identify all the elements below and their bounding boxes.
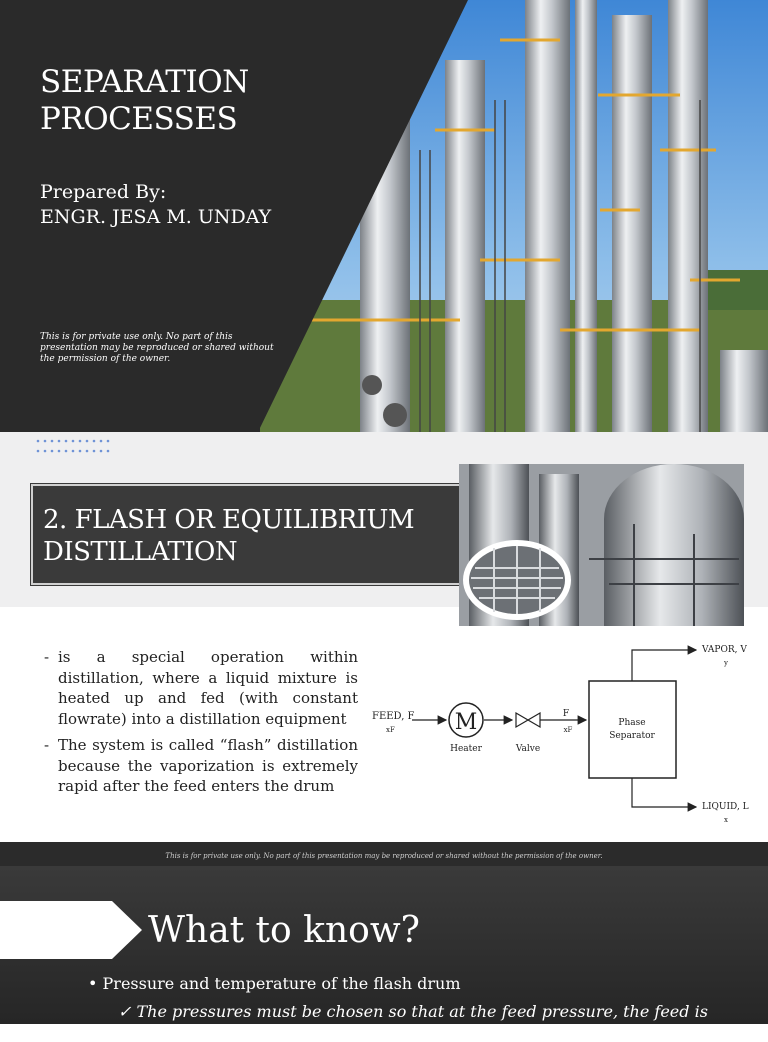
slide-footer-note: This is for private use only. No part of this presentation may be reproduced or shared without the permission of the owner. (0, 842, 768, 866)
sub-bullet-item (118, 1002, 718, 1042)
phase-separator (589, 681, 676, 778)
slide-title: What to know? (148, 910, 420, 951)
flash-distillation-slide (0, 432, 768, 842)
what-to-know-slide (0, 866, 768, 1041)
title-line-1: SEPARATION (40, 64, 249, 100)
disclaimer-note: This is for private use only. No part of this presentation may be reproduced or shared without the permission of the owner. (40, 332, 274, 364)
check-icon: ✓ (118, 1002, 132, 1021)
vapor-label: VAPOR, V (702, 645, 747, 655)
section-title-line-2: DISTILLATION (43, 537, 238, 567)
feed-composition: xF (386, 726, 395, 734)
valve-symbol (516, 713, 540, 727)
heater-mark: M (454, 710, 478, 735)
presentation-title (40, 64, 249, 138)
bullet-text: Pressure and temperature of the flash drum (102, 974, 461, 993)
bullet-marker: - (44, 736, 50, 754)
title-slide (0, 0, 768, 432)
bullet-text: The system is called “flash” distillation because the vaporization is extremely rapid after the feed enters the drum (58, 736, 358, 795)
stream-label: F (562, 709, 570, 719)
feed-label: FEED, F (372, 711, 415, 722)
bullet-item (88, 974, 461, 993)
valve-label: Valve (515, 744, 541, 754)
separator-label-1: Phase (618, 718, 646, 728)
equipment-photo (459, 464, 744, 626)
liquid-composition: x (724, 816, 728, 824)
heater-label: Heater (450, 744, 482, 754)
separator-label-2: Separator (609, 731, 655, 741)
bullet-item (44, 647, 358, 729)
vapor-composition: y (724, 659, 728, 667)
section-title-box (31, 484, 462, 585)
bullet-marker: • (88, 974, 98, 993)
section-title-line-1: 2. FLASH OR EQUILIBRIUM (43, 505, 415, 535)
author-name: ENGR. JESA M. UNDAY (40, 206, 272, 228)
bullet-item (44, 735, 358, 797)
stream-composition: xF (563, 726, 573, 734)
flash-drum-process-diagram (360, 637, 760, 837)
prepared-by-label: Prepared By: (40, 181, 167, 203)
definition-list (44, 647, 358, 803)
title-line-2: PROCESSES (40, 101, 238, 137)
bullet-marker: - (44, 648, 50, 666)
liquid-label: LIQUID, L (702, 802, 749, 812)
chevron-banner-decoration (0, 901, 145, 959)
dot-pattern-decoration (36, 438, 116, 458)
section-title (43, 504, 414, 568)
sub-bullet-text: The pressures must be chosen so that at the feed pressure, the feed is below its (118, 1002, 708, 1041)
bullet-text: is a special operation within distillation, where a liquid mixture is heated up and fed (with constant flowrate) into a distillation equipment (58, 648, 358, 728)
author-block (40, 180, 271, 230)
